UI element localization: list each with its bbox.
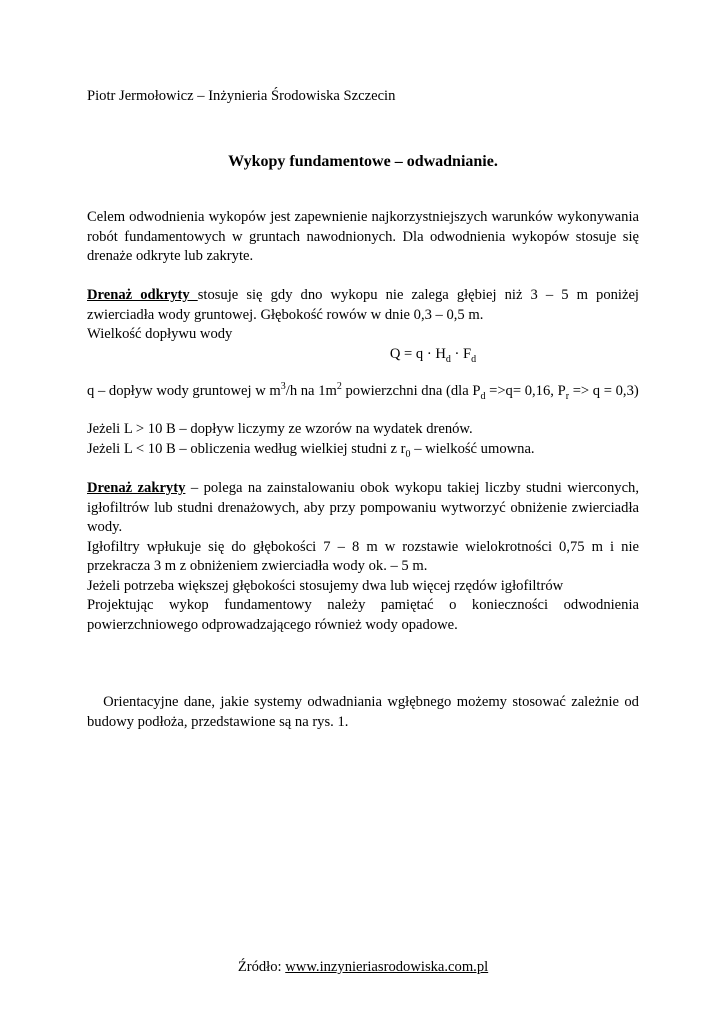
rule-greater: Jeżeli L > 10 B – dopływ liczymy ze wzorów na wydatek drenów. [87,421,473,437]
page-header: Piotr Jermołowicz – Inżynieria Środowiska Szczecin [87,88,396,104]
depth-text: Jeżeli potrzeba większej głębokości stosujemy dwa lub więcej rzędów igłofiltrów [87,577,564,594]
needle-filter-text: Igłofiltry wpłukuje się do głębokości 7 – 8 m w rozstawie wielokrotności 0,75 m i nie przekracza 3 m z obniżeniem zwierciadła wody ok. – 5 m. [87,538,639,574]
inflow-formula: $Q = q \cdot H_d \cdot F_d$ [389,345,477,365]
rule-less: Jeżeli L < 10 B – obliczenia według wielkiej studni z $r_0$ – wielkość umowna. [87,440,535,460]
open-drain-term: Drenaż odkryty [87,287,198,303]
open-drain-section [87,286,639,364]
design-text: Projektując wykop fundamentowy należy pamiętać o konieczności odwodnienia powierzchniowego odprowadzającego również wody opadowe. [87,597,639,633]
page-footer [87,958,639,978]
intro-text: Celem odwodnienia wykopów jest zapewnienie najkorzystniejszych warunków wykonywania robót fundamentowych w gruntach nawodnionych. Dla odwodnienia wykopów stosuje się drenaże odkryte lub zakryte. [87,209,639,264]
closed-drain-text: – polega na zainstalowaniu obok wykopu takiej liczby studni wierconych, igłofiltrów lub studni drenażowych, aby przy pompowaniu wytworzyć obniżenie zwierciadła wody. [87,480,639,535]
q-definition: q – dopływ wody gruntowej w $m^3/h$ na $1m^2$ powierzchni dna (dla $P_d =>q= 0,16$, $P_r => q = 0,3$) [87,381,639,402]
inflow-label: Wielkość dopływu wody [87,326,233,342]
footer-label: Źródło: [237,959,286,975]
closing-text: Orientacyjne dane, jakie systemy odwadniania wgłębnego możemy stosować zależnie od budowy podłoża, przedstawione są na rys. 1. [87,694,643,730]
closing-paragraph [87,654,643,771]
closed-drain-term: Drenaż zakryty [87,480,186,496]
document-title: Wykopy fundamentowe – odwadnianie. [228,153,498,170]
footer-link[interactable]: www.inzynieriasrodowiska.com.pl [285,959,489,975]
closed-drain-section [87,479,639,635]
intro-paragraph [87,208,639,267]
length-rules [87,420,639,459]
open-drain-text: stosuje się gdy dno wykopu nie zalega głębiej niż 3 – 5 m poniżej zwierciadła wody gruntowej. Głębokość rowów w dnie 0,3 – 0,5 m. [87,287,639,323]
